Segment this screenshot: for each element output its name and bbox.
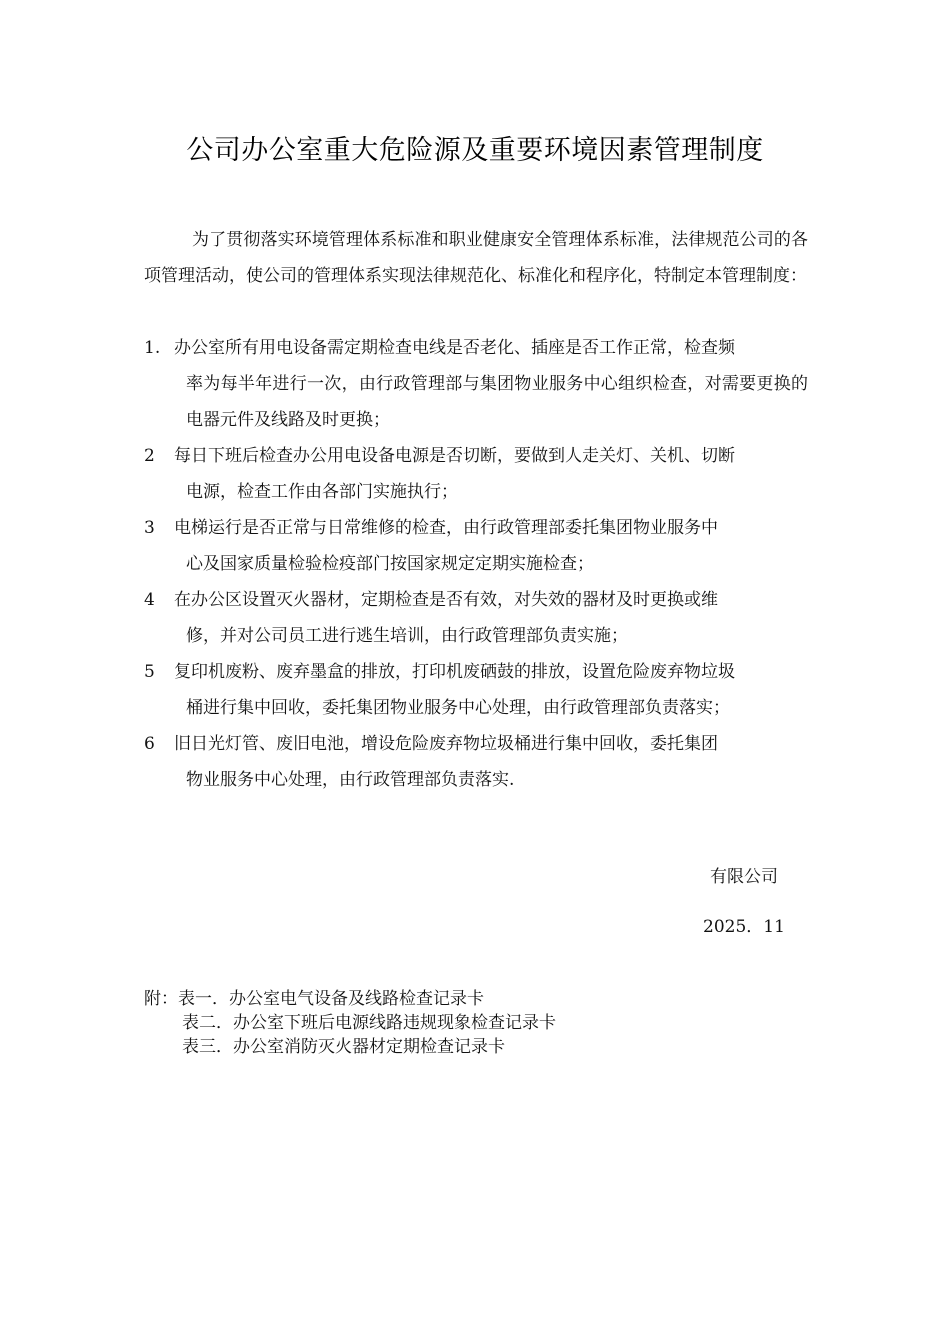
item-text: 办公室所有用电设备需定期检查电线是否老化、插座是否工作正常，检查频 <box>174 338 735 358</box>
appendix-lead: 附： <box>144 989 178 1009</box>
item-text-continued: 率为每半年进行一次，由行政管理部与集团物业服务中心组织检查，对需要更换的电器元件及线路及时更换； <box>186 374 808 430</box>
item-number: 6 <box>144 734 155 754</box>
appendix <box>144 987 556 1059</box>
appendix-entry: 表二．办公室下班后电源线路违规现象检查记录卡 <box>182 1013 556 1033</box>
company-signature: 有限公司 <box>710 867 778 887</box>
appendix-entry: 表三．办公室消防灭火器材定期检查记录卡 <box>182 1037 505 1057</box>
list-item <box>144 726 808 798</box>
list-item <box>144 510 808 582</box>
list-item <box>144 654 808 726</box>
item-text: 在办公区设置灭火器材，定期检查是否有效，对失效的器材及时更换或维 <box>174 590 718 610</box>
appendix-row-1 <box>144 987 556 1011</box>
item-text: 每日下班后检查办公用电设备电源是否切断，要做到人走关灯、关机、切断 <box>174 446 735 466</box>
item-number: 3 <box>144 518 155 538</box>
appendix-entry: 表一．办公室电气设备及线路检查记录卡 <box>178 989 484 1009</box>
list-item <box>144 330 808 438</box>
item-text-continued: 电源，检查工作由各部门实施执行； <box>186 482 458 502</box>
item-text-continued: 修，并对公司员工进行逃生培训，由行政管理部负责实施； <box>186 626 628 646</box>
document-title: 公司办公室重大危险源及重要环境因素管理制度 <box>186 135 764 166</box>
intro-paragraph: 为了贯彻落实环境管理体系标准和职业健康安全管理体系标准，法律规范公司的各项管理活动，使公司的管理体系实现法律规范化、标准化和程序化，特制定本管理制度： <box>144 230 808 286</box>
item-number: 2 <box>144 446 155 466</box>
item-text-continued: 桶进行集中回收，委托集团物业服务中心处理，由行政管理部负责落实； <box>186 698 730 718</box>
appendix-row-2 <box>144 1011 556 1035</box>
item-text: 旧日光灯管、废旧电池，增设危险废弃物垃圾桶进行集中回收，委托集团 <box>174 734 718 754</box>
rules-list <box>144 330 808 798</box>
list-item <box>144 582 808 654</box>
list-item <box>144 438 808 510</box>
item-text-continued: 心及国家质量检验检疫部门按国家规定定期实施检查； <box>186 554 594 574</box>
item-text: 复印机废粉、废弃墨盒的排放，打印机废硒鼓的排放，设置危险废弃物垃圾 <box>174 662 735 682</box>
item-number: 1. <box>144 338 161 358</box>
item-number: 4 <box>144 590 155 610</box>
item-text-continued: 物业服务中心处理，由行政管理部负责落实. <box>186 770 515 790</box>
appendix-row-3 <box>144 1035 556 1059</box>
item-number: 5 <box>144 662 155 682</box>
item-text: 电梯运行是否正常与日常维修的检查，由行政管理部委托集团物业服务中 <box>174 518 718 538</box>
document-date: 2025．11 <box>703 917 785 937</box>
